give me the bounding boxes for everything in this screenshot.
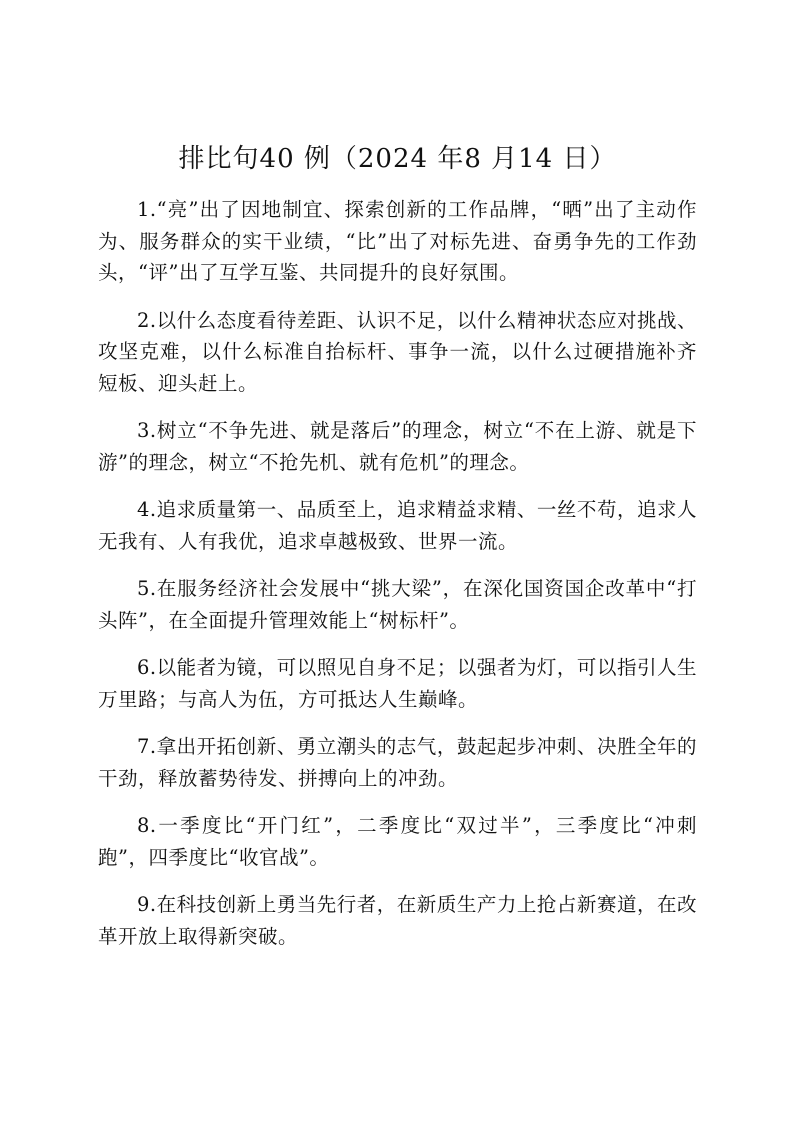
list-item-2: 2.以什么态度看待差距、认识不足，以什么精神状态应对挑战、攻坚克难，以什么标准自抬标杆、事争一流，以什么过硬措施补齐短板、迎头赶上。 bbox=[98, 308, 697, 395]
list-item-6: 6.以能者为镜，可以照见自身不足；以强者为灯，可以指引人生万里路；与高人为伍，方可抵达人生巅峰。 bbox=[98, 656, 697, 711]
list-item-9: 9.在科技创新上勇当先行者，在新质生产力上抢占新赛道，在改革开放上取得新突破。 bbox=[98, 893, 697, 948]
list-item-5: 5.在服务经济社会发展中“挑大梁”，在深化国资国企改革中“打头阵”，在全面提升管理效能上“树标杆”。 bbox=[98, 577, 697, 632]
list-item-3: 3.树立“不争先进、就是落后”的理念，树立“不在上游、就是下游”的理念，树立“不抢先机、就有危机”的理念。 bbox=[98, 419, 697, 474]
list-item-4: 4.追求质量第一、品质至上，追求精益求精、一丝不苟，追求人无我有、人有我优，追求卓越极致、世界一流。 bbox=[98, 498, 697, 553]
list-item-7: 7.拿出开拓创新、勇立潮头的志气，鼓起起步冲刺、决胜全年的干劲，释放蓄势待发、拼搏向上的冲劲。 bbox=[98, 735, 697, 790]
document-title: 排比句40 例（2024 年8 月14 日） bbox=[178, 144, 617, 174]
list-item-1: 1.“亮”出了因地制宜、探索创新的工作品牌，“晒”出了主动作为、服务群众的实干业绩，“比”出了对标先进、奋勇争先的工作劲头，“评”出了互学互鉴、共同提升的良好氛围。 bbox=[98, 198, 697, 284]
list-item-8: 8.一季度比“开门红”，二季度比“双过半”，三季度比“冲刺跑”，四季度比“收官战”。 bbox=[98, 814, 697, 869]
